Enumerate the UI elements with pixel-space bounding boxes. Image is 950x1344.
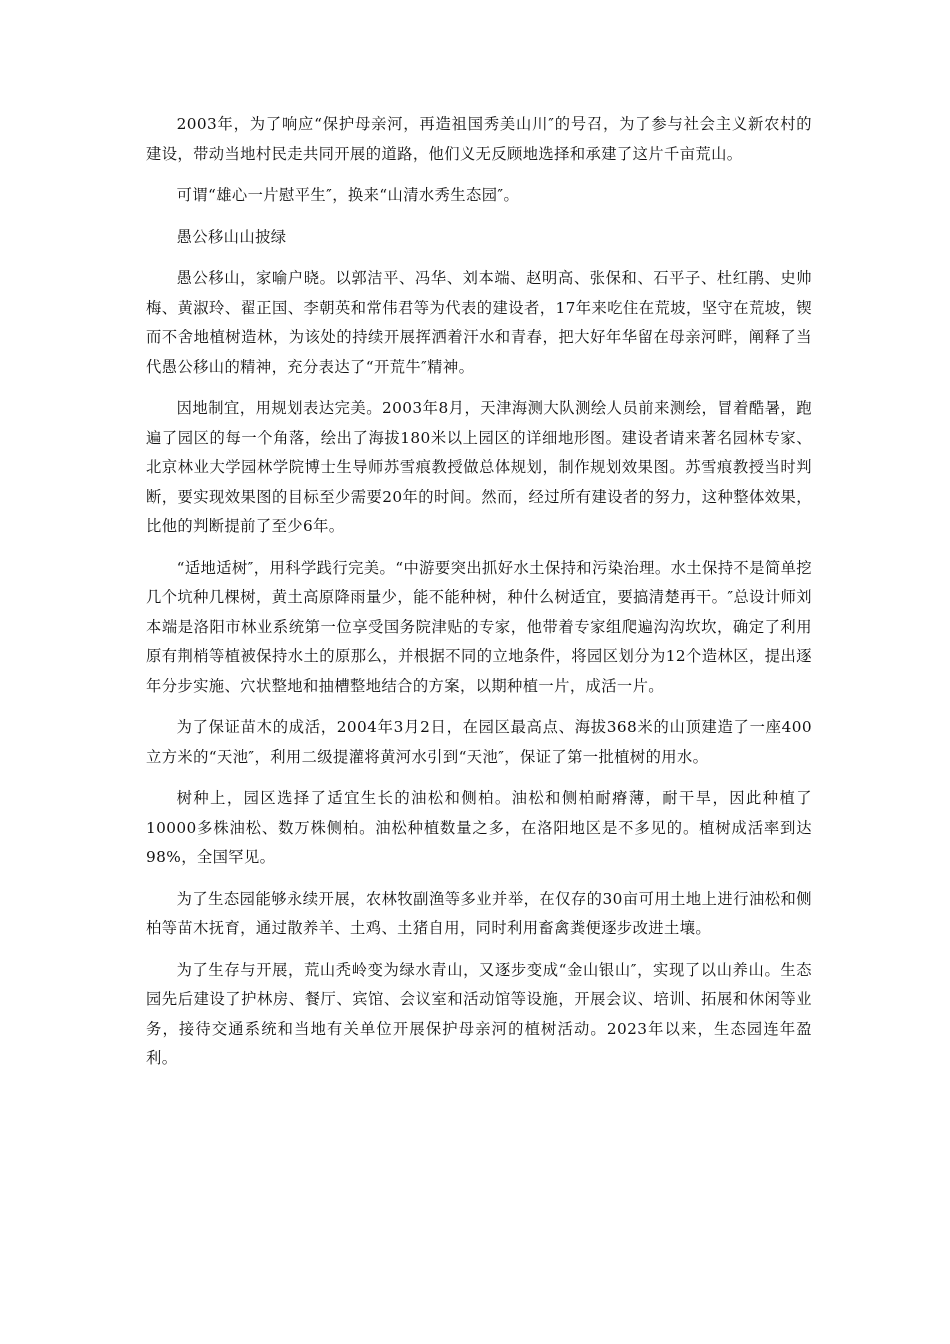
article-body [146,110,812,1086]
section-heading: 愚公移山山披绿 [176,227,287,246]
paragraph-intro: 2003年，为了响应“保护母亲河，再造祖国秀美山川″的号召，为了参与社会主义新农村的建设，带动当地村民走共同开展的道路，他们义无反顾地选择和承建了这片千亩荒山。 [146,115,812,163]
paragraph-builders: 愚公移山，家喻户晓。以郭洁平、冯华、刘本端、赵明高、张保和、石平子、杜红鹃、史帅梅、黄淑玲、翟正国、李朝英和常伟君等为代表的建设者，17年来吃住在荒坡，坚守在荒坡，锲而不舍地植树造林，为该处的持续开展挥洒着汗水和青春，把大好年华留在母亲河畔，阐释了当代愚公移山的精神，充分表达了“开荒牛″精神。 [146,269,812,376]
paragraph-sustainability: 为了生态园能够永续开展，农林牧副渔等多业并举，在仅存的30亩可用土地上进行油松和侧柏等苗木抚育，通过散养羊、土鸡、土猪自用，同时利用畜禽粪便逐步改进土壤。 [146,889,812,937]
paragraph-slogan: 可谓“雄心一片慰平生″，换来“山清水秀生态园″。 [176,186,520,204]
paragraph-planning: 因地制宜，用规划表达完美。2003年8月，天津海测大队测绘人员前来测绘，冒着酷暑，跑遍了园区的每一个角落，绘出了海拔180米以上园区的详细地形图。建设者请来著名园林专家、北京林业大学园林学院博士生导师苏雪痕教授做总体规划，制作规划效果图。苏雪痕教授当时判断，要实现效果图的目标至少需要20年的时间。然而，经过所有建设者的努力，这种整体效果，比他的判断提前了至少6年。 [146,399,812,535]
paragraph-water-pool: 为了保证苗木的成活，2004年3月2日，在园区最高点、海拔368米的山顶建造了一座400立方米的“天池″，利用二级提灌将黄河水引到“天池″，保证了第一批植树的用水。 [146,718,812,766]
paragraph-tree-species: 树种上，园区选择了适宜生长的油松和侧柏。油松和侧柏耐瘠薄，耐干旱，因此种植了10000多株油松、数万株侧柏。油松种植数量之多，在洛阳地区是不多见的。植树成活率到达98%，全国罕见。 [146,789,812,866]
paragraph-development: 为了生存与开展，荒山秃岭变为绿水青山，又逐步变成“金山银山″，实现了以山养山。生态园先后建设了护林房、餐厅、宾馆、会议室和活动馆等设施，开展会议、培训、拓展和休闲等业务，接待交通系统和当地有关单位开展保护母亲河的植树活动。2023年以来，生态园连年盈利。 [146,960,812,1067]
paragraph-science: “适地适树″，用科学践行完美。“中游要突出抓好水土保持和污染治理。水土保持不是简单挖几个坑种几棵树，黄土高原降雨量少，能不能种树，种什么树适宜，要搞清楚再干。″总设计师刘本端是洛阳市林业系统第一位享受国务院津贴的专家，他带着专家组爬遍沟沟坎坎，确定了利用原有荆梢等植被保持水土的原那么，并根据不同的立地条件，将园区划分为12个造林区，提出逐年分步实施、穴状整地和抽槽整地结合的方案，以期种植一片，成活一片。 [146,558,812,695]
